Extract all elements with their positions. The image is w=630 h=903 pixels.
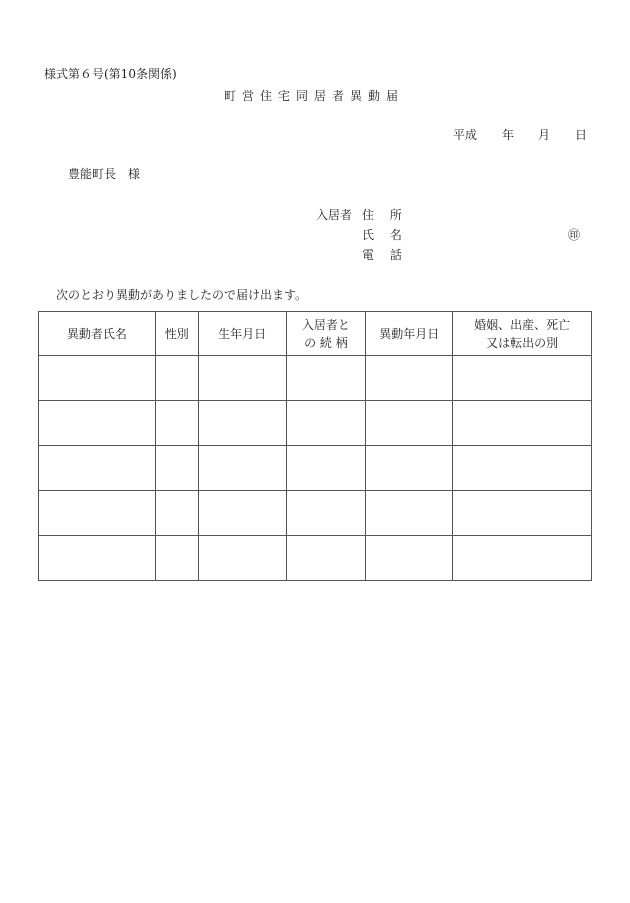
table-cell[interactable] [366,356,453,401]
table-cell[interactable] [286,536,366,581]
date-month: 月 [538,128,551,142]
table-cell[interactable] [286,356,366,401]
table-cell[interactable] [453,446,592,491]
table-cell[interactable] [39,401,156,446]
table-cell[interactable] [286,446,366,491]
header-birthdate: 生年月日 [198,312,286,356]
table-cell[interactable] [286,401,366,446]
table-row [39,491,592,536]
header-relationship: 入居者と の 続 柄 [286,312,366,356]
form-number: 様式第６号(第10条関係) [44,67,177,81]
table-cell[interactable] [198,536,286,581]
document-title: 町営住宅同居者異動届 [224,89,405,103]
table-cell[interactable] [366,446,453,491]
table-cell[interactable] [366,401,453,446]
table-cell[interactable] [453,356,592,401]
table-cell[interactable] [155,401,198,446]
table-cell[interactable] [198,491,286,536]
change-table [38,311,592,581]
seal-mark: ㊞ [568,228,581,242]
address-label: 住 所 [362,208,408,222]
header-change-date: 異動年月日 [366,312,453,356]
table-cell[interactable] [366,536,453,581]
table-cell[interactable] [366,491,453,536]
table-cell[interactable] [198,356,286,401]
resident-label: 入居者 [316,208,353,222]
name-label: 氏 名 [362,228,408,242]
table-cell[interactable] [155,356,198,401]
header-sex: 性別 [155,312,198,356]
table-cell[interactable] [198,401,286,446]
table-row [39,536,592,581]
table-cell[interactable] [39,491,156,536]
table-row [39,446,592,491]
date-year: 年 [502,128,515,142]
intro-text: 次のとおり異動がありましたので届け出ます。 [56,288,308,302]
table-cell[interactable] [155,491,198,536]
table-row [39,401,592,446]
date-era: 平成 [453,128,478,142]
table-cell[interactable] [453,401,592,446]
table-cell[interactable] [155,446,198,491]
phone-label: 電 話 [362,248,408,262]
table-cell[interactable] [453,491,592,536]
table-cell[interactable] [39,356,156,401]
table-cell[interactable] [453,536,592,581]
header-change-type: 婚姻、出産、死亡 又は転出の別 [453,312,592,356]
table-cell[interactable] [155,536,198,581]
date-day: 日 [575,128,588,142]
table-cell[interactable] [286,491,366,536]
table-cell[interactable] [39,446,156,491]
header-name: 異動者氏名 [39,312,156,356]
table-cell[interactable] [198,446,286,491]
table-header-row [39,312,592,356]
table-cell[interactable] [39,536,156,581]
addressee: 豊能町長 様 [68,167,141,181]
table-row [39,356,592,401]
